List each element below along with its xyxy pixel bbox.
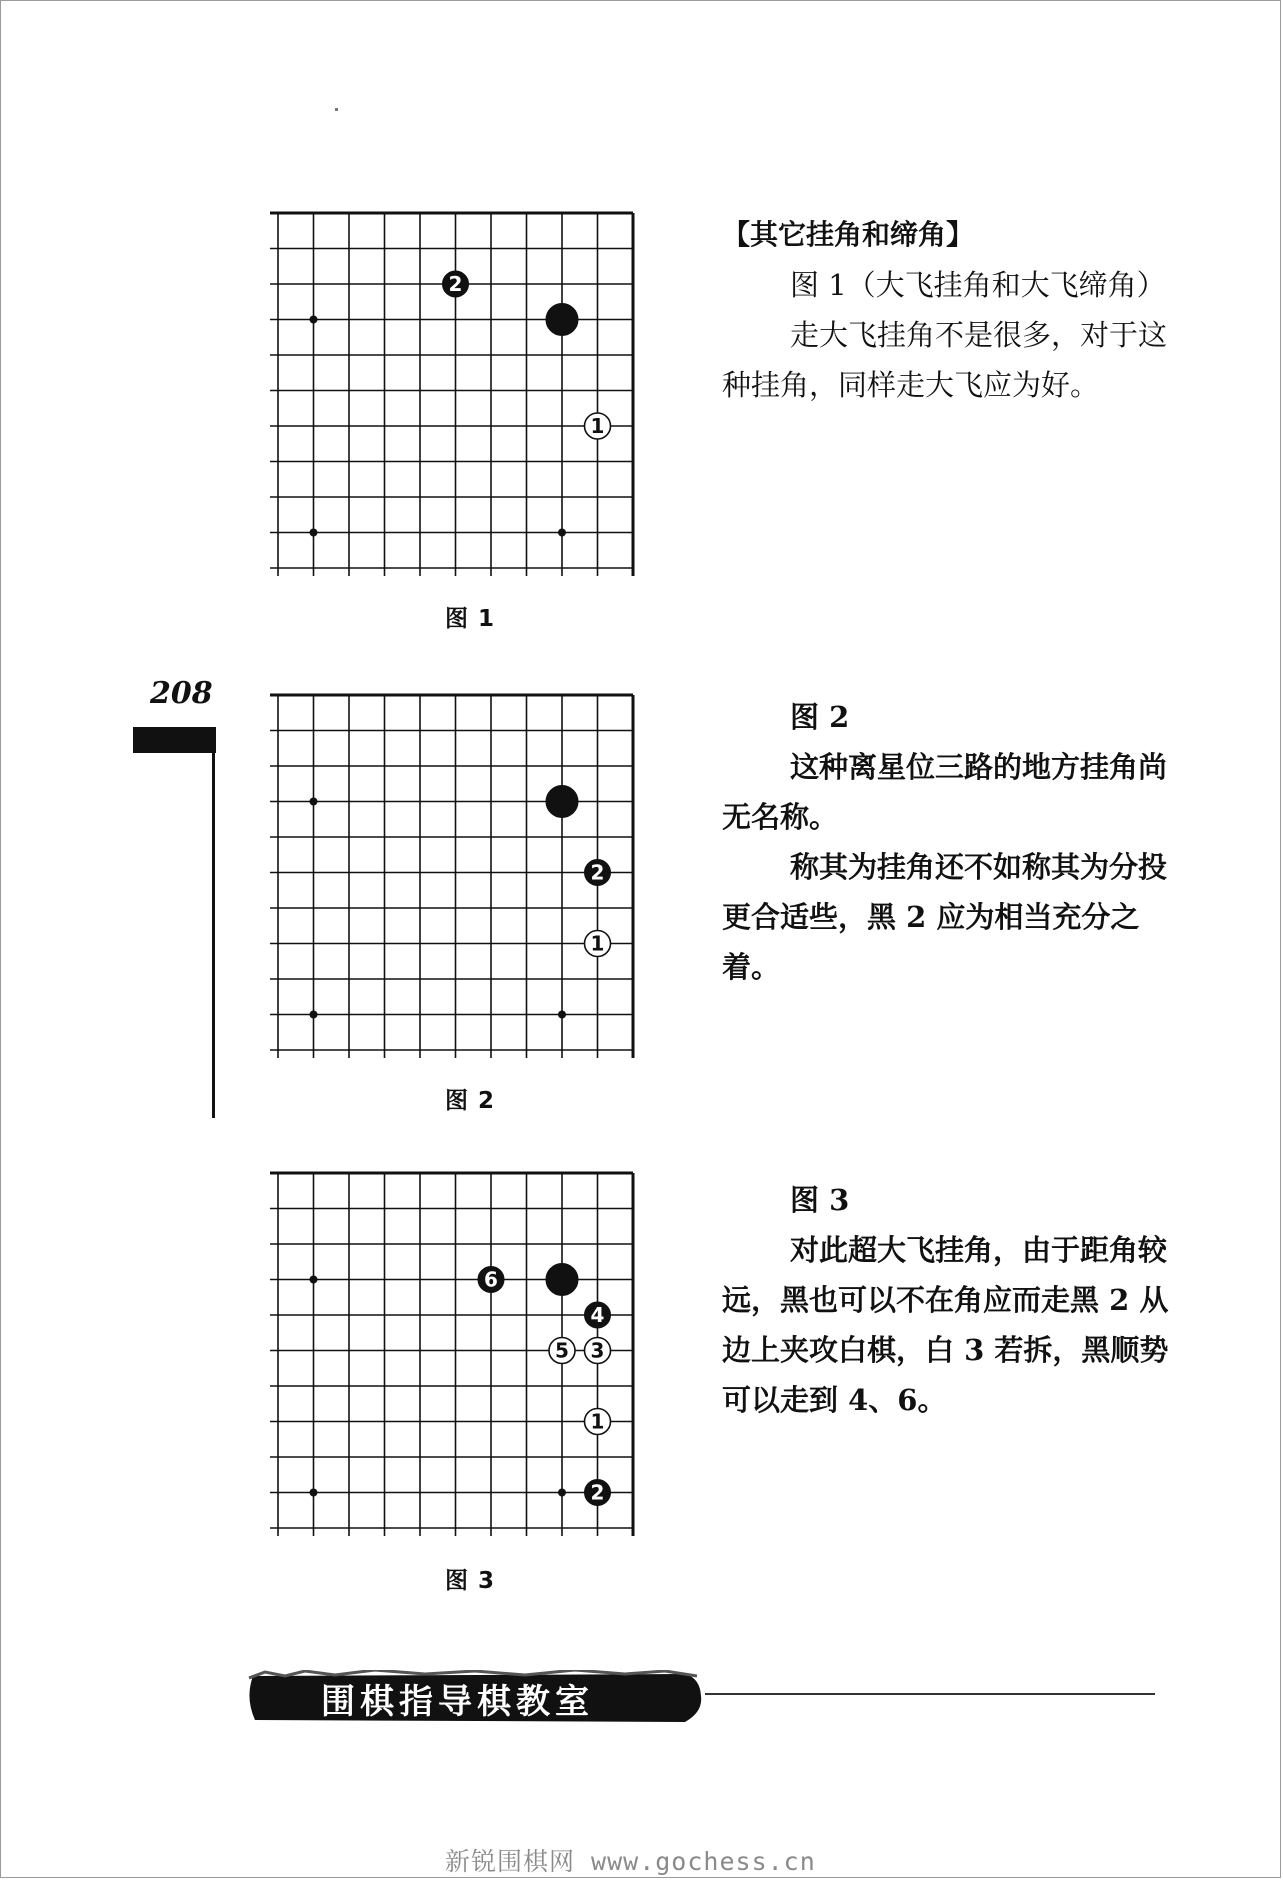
figure-caption-2: 图 2: [445, 1088, 496, 1114]
black-stone: [546, 304, 578, 336]
board-svg-3: [268, 1163, 653, 1543]
section-paragraph: 这种离星位三路的地方挂角尚无名称。: [722, 750, 1168, 834]
stone-move-number: 1: [590, 414, 605, 438]
star-point: [310, 316, 318, 324]
section-1: [722, 210, 1172, 410]
section-paragraph: 对此超大飞挂角，由于距角较远，黑也可以不在角应而走黑 2 从边上夹攻白棋，白 3 若拆，黑顺势可以走到 4、6。: [722, 1233, 1169, 1417]
watermark-text: 新锐围棋网 www.gochess.cn: [445, 1847, 816, 1876]
stone-move-number: 4: [590, 1303, 605, 1327]
footer-title: 围棋指导棋教室: [321, 1682, 594, 1722]
stone-move-number: 6: [484, 1267, 498, 1292]
footer-banner: [245, 1670, 705, 1725]
stone-move-number: 1: [590, 931, 605, 956]
figure-caption-3: 图 3: [445, 1568, 496, 1594]
section-subtitle: 图 3: [790, 1183, 850, 1217]
section-subtitle: 图 2: [790, 700, 850, 734]
black-stone: [546, 1264, 578, 1296]
board-svg-2: [268, 685, 653, 1065]
footer-rule: [705, 1693, 1155, 1695]
stone-move-number: 2: [448, 272, 463, 296]
section-heading: 【其它挂角和缔角】: [722, 218, 975, 251]
section-subtitle: 图 1（大飞挂角和大飞缔角）: [790, 268, 1166, 302]
black-stone: [546, 786, 578, 818]
page-tab-line: [212, 753, 215, 1118]
star-point: [310, 1276, 318, 1284]
stone-move-number: 2: [590, 860, 605, 885]
go-diagram-3: [268, 1163, 653, 1543]
star-point: [558, 1011, 566, 1019]
stone-move-number: 1: [590, 1409, 605, 1434]
section-2: [722, 692, 1172, 992]
page-number: 208: [150, 676, 213, 711]
speck: [335, 108, 338, 111]
section-paragraph: 称其为挂角还不如称其为分投更合适些，黑 2 应为相当充分之着。: [722, 850, 1168, 984]
stone-move-number: 3: [590, 1338, 605, 1363]
star-point: [558, 1489, 566, 1497]
go-diagram-2: [268, 685, 653, 1065]
star-point: [558, 529, 566, 537]
stone-move-number: 5: [555, 1338, 569, 1363]
page-tab-marker: [133, 727, 216, 753]
section-3: [722, 1175, 1172, 1425]
go-diagram-1: [268, 203, 653, 583]
figure-caption-1: 图 1: [445, 606, 496, 632]
star-point: [310, 1489, 318, 1497]
stone-move-number: 2: [590, 1480, 605, 1505]
star-point: [310, 1011, 318, 1019]
board-svg-1: [268, 203, 653, 583]
star-point: [310, 798, 318, 806]
section-paragraph: 走大飞挂角不是很多，对于这种挂角，同样走大飞应为好。: [722, 318, 1168, 402]
star-point: [310, 529, 318, 537]
